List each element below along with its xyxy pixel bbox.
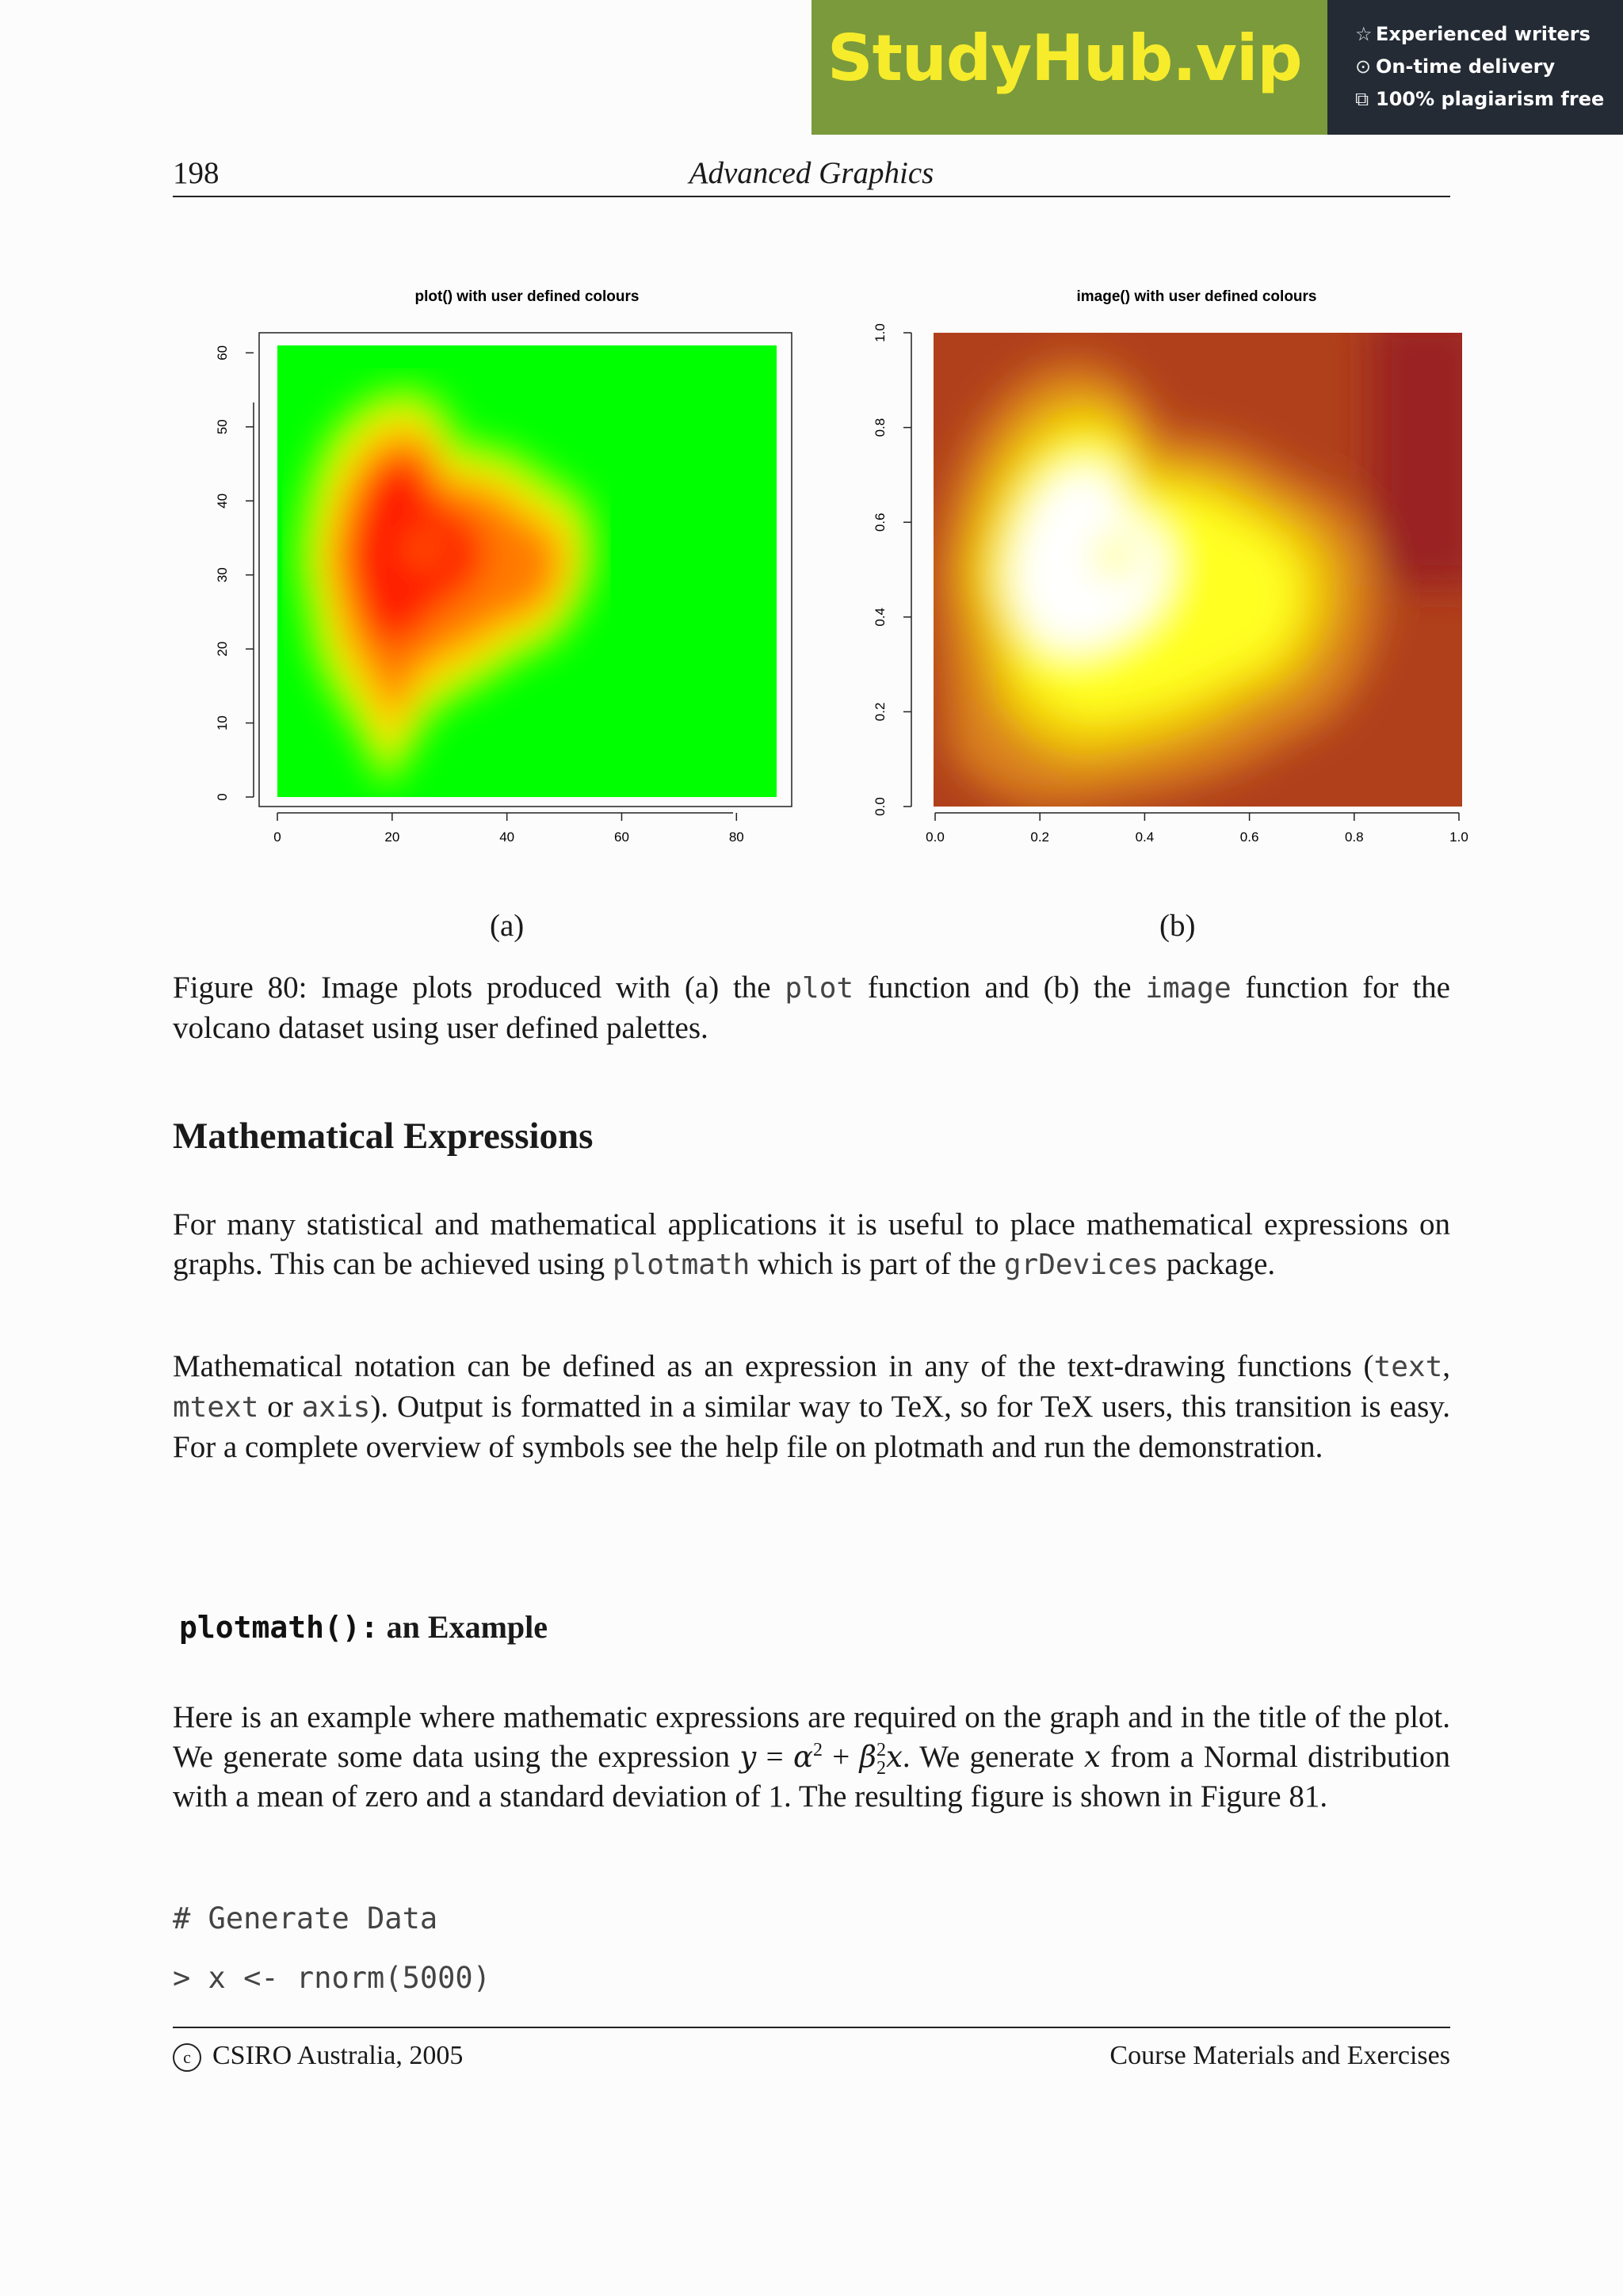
page-number: 198 — [173, 156, 220, 190]
brand-logo-text: StudyHub.vip — [827, 21, 1302, 95]
header-rule — [173, 196, 1450, 197]
running-header-title: Advanced Graphics — [689, 156, 934, 190]
x-tick-label: 0 — [273, 830, 281, 845]
perk-experienced: ☆ Experienced writers — [1355, 23, 1591, 45]
y-tick-label: 30 — [215, 567, 230, 583]
y-tick-label: 1.0 — [873, 323, 888, 342]
x-tick-label: 0.6 — [1239, 830, 1259, 845]
heat-crater — [1095, 536, 1136, 577]
y-tick-label: 40 — [215, 493, 230, 509]
math-x: x — [1083, 1740, 1101, 1774]
x-tick-label: 0.2 — [1030, 830, 1050, 845]
x-axis — [273, 813, 744, 845]
code-plotmath: plotmath — [612, 1249, 750, 1281]
code-text: text — [1373, 1351, 1443, 1383]
chart-title: plot() with user defined colours — [414, 288, 640, 305]
paragraph-plotmath-intro: For many statistical and mathematical applications it is useful to place mathematical expressions on graphs. This can be achieved using plotmath which is part of the grDevices package. — [173, 1207, 1450, 1281]
x-tick-label: 80 — [728, 830, 744, 845]
code-line: # Generate Data — [173, 1901, 438, 1936]
code-line: > x <- rnorm(5000) — [173, 1961, 491, 1995]
y-tick-label: 0.4 — [873, 607, 888, 627]
x-tick-label: 0.4 — [1135, 830, 1155, 845]
subfigure-label-b: (b) — [1159, 909, 1196, 943]
x-tick-label: 20 — [384, 830, 400, 845]
y-axis — [873, 323, 911, 816]
y-tick-label: 60 — [215, 345, 230, 360]
y-axis — [215, 345, 254, 801]
section-heading: Mathematical Expressions — [173, 1116, 594, 1157]
heatmap-area — [934, 317, 1482, 807]
figure-caption: Figure 80: Image plots produced with (a) the plot function and (b) the image function for the volcano dataset using user defined palettes. — [173, 971, 1450, 1045]
x-tick-label: 1.0 — [1449, 830, 1468, 845]
y-tick-label: 10 — [215, 715, 230, 731]
y-tick-label: 0 — [215, 793, 230, 801]
paragraph-notation: Mathematical notation can be defined as an expression in any of the text-drawing functions (text, mtext or axis). Output is formatted in a similar way to TeX, so for TeX users, this transition is easy. For a complete overview of symbols see the help file on plotmath and run the demonstration. — [173, 1349, 1450, 1464]
x-tick-label: 60 — [614, 830, 629, 845]
studyhub-banner[interactable] — [812, 0, 1623, 135]
subfigure-label-a: (a) — [490, 909, 525, 943]
y-tick-label: 0.6 — [873, 513, 888, 532]
code-plot: plot — [785, 972, 854, 1005]
copyright-icon: c — [173, 2043, 201, 2072]
footer-rule — [173, 2027, 1450, 2028]
code-axis: axis — [301, 1391, 371, 1424]
code-mtext: mtext — [173, 1391, 259, 1424]
perk-plagiarism: ⧉ 100% plagiarism free — [1355, 88, 1605, 110]
perk-delivery: ⊙ On-time delivery — [1355, 55, 1556, 78]
code-image: image — [1145, 972, 1232, 1005]
subsection-heading: plotmath(): an Example — [179, 1609, 548, 1645]
clock-icon: ⊙ — [1355, 55, 1372, 78]
y-tick-label: 0.2 — [873, 702, 888, 722]
star-outline-icon: ☆ — [1355, 23, 1373, 45]
footer-course: Course Materials and Exercises — [1109, 2041, 1450, 2070]
heatmap-area — [277, 345, 777, 797]
copy-icon: ⧉ — [1355, 88, 1369, 110]
chart-plot-a — [190, 277, 816, 856]
heat-crater — [407, 532, 442, 566]
y-tick-label: 0.0 — [873, 797, 888, 816]
footer-copyright: c CSIRO Australia, 2005 — [173, 2041, 463, 2072]
heat-corner-dark — [1371, 317, 1482, 586]
chart-plot-b — [864, 277, 1498, 856]
paragraph-example: Here is an example where mathematic expressions are required on the graph and in the title of the plot. We generate some data using the expression $y = \alpha^2 + \beta^2_2x$. We generate x from a Normal distribution with a mean of zero and a standard deviation of 1. The resulting figure is shown in Figure 81. — [173, 1700, 1451, 1814]
x-axis — [926, 813, 1468, 845]
y-tick-label: 20 — [215, 641, 230, 657]
x-tick-label: 0.8 — [1344, 830, 1364, 845]
y-tick-label: 0.8 — [873, 418, 888, 437]
code-grdevices: grDevices — [1003, 1249, 1159, 1281]
math-expression: y — [739, 1740, 757, 1774]
chart-title: image() with user defined colours — [1076, 288, 1317, 305]
x-tick-label: 40 — [499, 830, 515, 845]
x-tick-label: 0.0 — [926, 830, 945, 845]
y-tick-label: 50 — [215, 419, 230, 435]
